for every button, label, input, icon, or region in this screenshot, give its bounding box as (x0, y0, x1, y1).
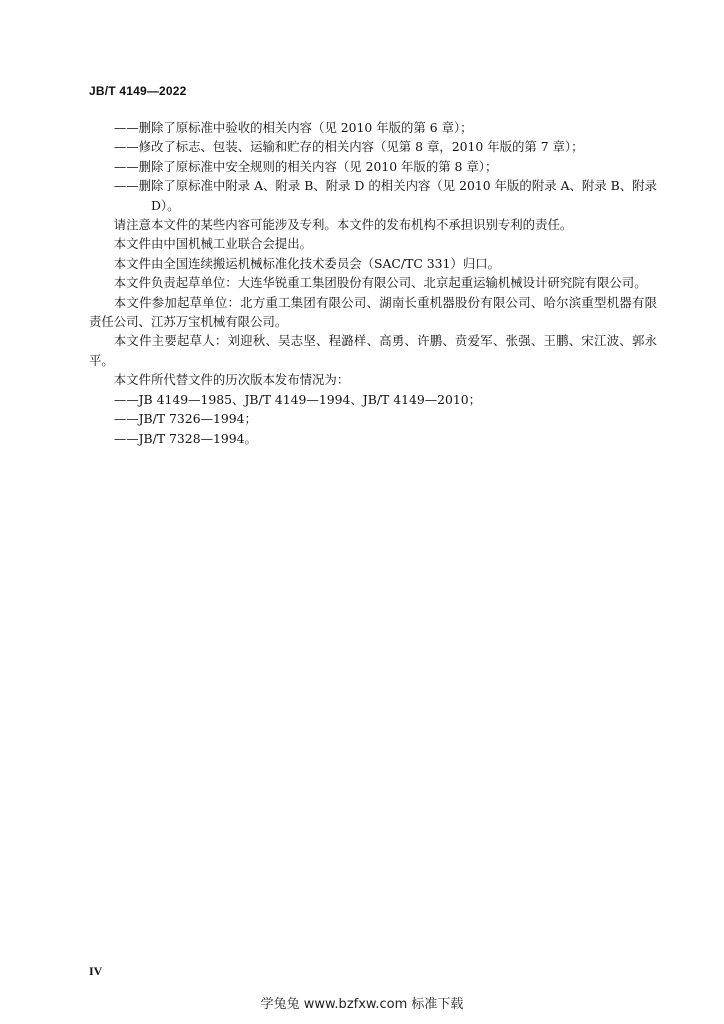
history-item: ——JB/T 7328—1994。 (113, 430, 257, 446)
change-item: ——修改了标志、包装、运输和贮存的相关内容（见第 8 章，2010 年版的第 7 章）； (113, 139, 584, 155)
patent-notice: 请注意本文件的某些内容可能涉及专利。本文件的发布机构不承担识别专利的责任。 (113, 217, 573, 233)
change-item: ——删除了原标准中验收的相关内容（见 2010 年版的第 6 章）； (113, 120, 473, 135)
page-number: IV (89, 964, 103, 978)
standard-code-header: JB/T 4149—2022 (89, 84, 187, 98)
watermark: 学兔兔 www.bzfxw.com 标准下载 (260, 997, 464, 1012)
history-item: ——JB 4149—1985、JB/T 4149—1994、JB/T 4149—2010； (113, 391, 482, 407)
history-item: ——JB/T 7326—1994； (113, 411, 257, 427)
participating-units: 本文件参加起草单位：北方重工集团有限公司、湖南长重机器股份有限公司、哈尔滨重型机器有限责任公司、江苏万宝机械有限公司。 (89, 294, 657, 330)
drafting-units: 本文件负责起草单位：大连华锐重工集团股份有限公司、北京起重运输机械设计研究院有限公司。 (113, 275, 647, 291)
foreword-continued (89, 118, 657, 448)
history-intro: 本文件所代替文件的历次版本发布情况为： (113, 372, 350, 388)
change-item: ——删除了原标准中附录 A、附录 B、附录 D 的相关内容（见 2010 年版的附录 A、附录 B、附录 D）。 (113, 178, 657, 213)
proposed-by: 本文件由中国机械工业联合会提出。 (113, 236, 313, 252)
change-item: ——删除了原标准中安全规则的相关内容（见 2010 年版的第 8 章）； (113, 158, 498, 174)
centralized-by: 本文件由全国连续搬运机械标准化技术委员会（SAC/TC 331）归口。 (113, 255, 500, 271)
main-drafters: 本文件主要起草人：刘迎秋、吴志坚、程潞样、高勇、许鹏、贲爱军、张强、王鹏、宋江波、郭永平。 (89, 333, 657, 368)
